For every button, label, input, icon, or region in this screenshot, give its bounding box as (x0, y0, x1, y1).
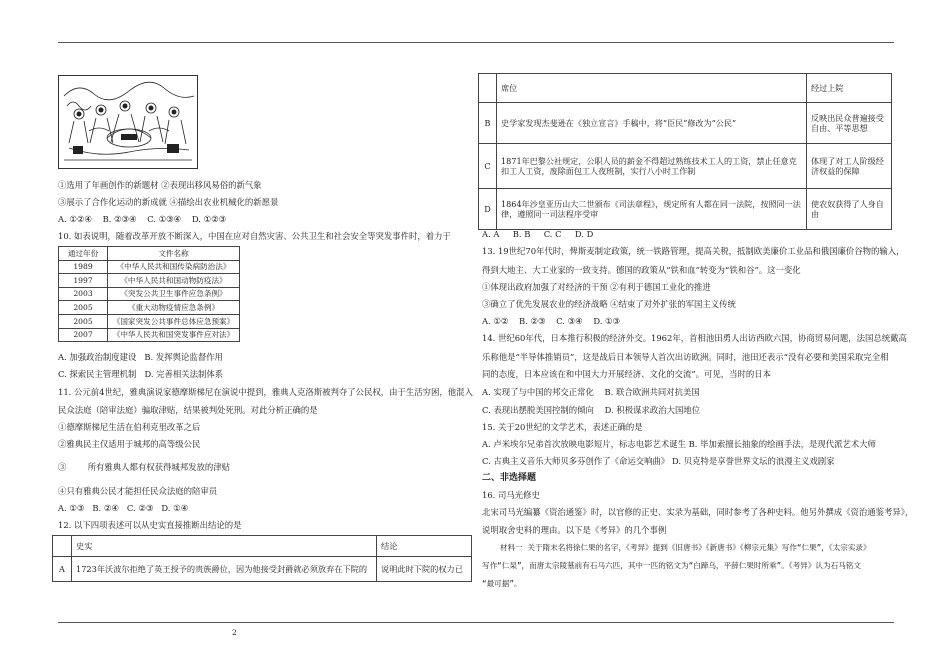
table-cell: B (479, 103, 497, 144)
q9-answer-a[interactable]: A. ①②④ (58, 214, 92, 224)
q11-answer-d[interactable]: D. ①④ (161, 503, 189, 513)
q12-stem: 12. 以下四项表述可以从史实直接推断出结论的是 (58, 520, 242, 530)
q10-stem: 10. 如表说明，随着改革开放不断深入，中国在应对自然灾害、公共卫生和社会安全等突发事件时，着力于 (58, 231, 451, 241)
table-cell: A (53, 557, 72, 582)
section-heading: 二、非选择题 (482, 473, 537, 483)
table-header-cell: 通过年份 (59, 247, 108, 261)
table-header-cell: 席位 (497, 74, 807, 103)
table-row (479, 103, 892, 144)
q11-line2: 民众法庭（陪审法庭）骗取津贴，结果被判处死刑。对此分析正确的是 (58, 405, 318, 415)
material-line2: 写作“仁杲”，而唐太宗陵墓前有石马六匹，其中一匹的铭文为“白蹄乌，平薛仁果时所乘”。《考异》认为石马铭文 (482, 561, 861, 570)
q14-answer-c[interactable]: C. 表现出摆脱美国控制的倾向 (482, 405, 594, 415)
q15-option-line2: C. 古典主义音乐大师贝多芬创作了《命运交响曲》 D. 贝克特是享誉世界文坛的浪漫主义戏剧家 (482, 456, 835, 466)
table-row (59, 328, 240, 342)
top-rule (58, 42, 894, 43)
table-header-cell (53, 536, 72, 557)
table-cell: 使农奴获得了人身自由 (807, 189, 892, 230)
table-header-row (479, 74, 892, 103)
q10-answer-c[interactable]: C. 探索民主管理机制 (58, 369, 137, 379)
table-cell: 1989 (59, 260, 108, 274)
q9-answer-b[interactable]: B. ②③④ (102, 214, 137, 224)
q11-option1: ①德摩斯梯尼生活在伯利克里改革之后 (58, 422, 201, 432)
material-line1: 材料一 关于隋末名将徐仁果的名字，《考异》提到《旧唐书》《新唐书》《柳宗元集》写作“仁果”，《太宗实录》 (500, 543, 871, 552)
q10-answers-row1 (58, 352, 223, 363)
q13-line2: 得到大地主、大工业家的一致支持。德国的政策从“铁和血”转变为“铁和谷”。这一变化 (482, 265, 801, 275)
q9-options-line2: ③展示了合作化运动的新成就 ④描绘出农业机械化的新愿景 (58, 197, 279, 207)
q11-option3-number: ③ (58, 462, 67, 472)
page-number: 2 (232, 628, 237, 637)
table-cell: 2005 (59, 301, 108, 315)
table-cell: 《中华人民共和国突发事件应对法》 (108, 328, 240, 342)
table-header-row (53, 536, 472, 557)
q9-options-line1: ①选用了年画创作的新题材 ②表现出移风易俗的新气象 (58, 180, 262, 190)
q11-option4: ④只有雅典公民才能担任民众法庭的陪审员 (58, 486, 218, 496)
q13-line1: 13. 19世纪70年代时，俾斯麦制定政策，统一铁路管理，提高关税，抵制欧美廉价工业品和俄国廉价谷物的输入， (482, 246, 905, 256)
q14-answer-b[interactable]: B. 联合欧洲共同对抗美国 (604, 387, 700, 397)
table-cell: 《国家突发公共事件总体应急预案》 (108, 314, 240, 328)
table-cell: 1864年沙皇亚历山大二世颁布《司法章程》，规定所有人都在同一法院，按照同一法律，遵照同一司法程序受审 (497, 189, 807, 230)
woodcut-illustration (58, 75, 198, 169)
bottom-rule (58, 622, 894, 623)
q14-line3: 同的态度，日本应该在和中国大力开展经济、文化的交流”。可见，当时的日本 (482, 369, 772, 379)
table-cell: 2007 (59, 328, 108, 342)
q12-answer-a[interactable]: A. A (482, 229, 500, 239)
q13-answer-d[interactable]: D. ①③ (593, 316, 621, 326)
table-row (59, 274, 240, 288)
table-header-cell: 史实 (72, 536, 377, 557)
q13-answers (482, 316, 620, 327)
q11-answer-a[interactable]: A. ①③ (58, 503, 85, 513)
table-cell: 史学家发现杰斐逊在《独立宣言》手稿中，将“臣民”修改为“公民” (497, 103, 807, 144)
table-row (59, 260, 240, 274)
table-cell: 2003 (59, 287, 108, 301)
q13-answer-b[interactable]: B. ②③ (519, 316, 546, 326)
q10-table (58, 246, 240, 342)
q13-option2: ③确立了优先发展农业的经济战略 ④结束了对外扩张的军国主义传统 (482, 299, 736, 309)
q12-answer-d[interactable]: D. D (574, 229, 594, 239)
table-header-cell: 经过上院 (807, 74, 892, 103)
q16-line1: 北宋司马光编纂《资治通鉴》时，以官修的正史、实录为基础，同时参考了各种史料。他另外撰成《资治通鉴考异》， (482, 507, 914, 517)
table-cell: 说明此时下院的权力已 (377, 557, 472, 582)
q11-option3-text: 所有雅典人都有权获得城邦发放的津贴 (87, 462, 231, 472)
material-line3: “最可据”。 (482, 579, 522, 588)
table-cell: 《中华人民共和国传染病防治法》 (108, 260, 240, 274)
q14-answer-d[interactable]: D. 积极谋求政治大国地位 (604, 405, 701, 415)
q16-title: 16. 司马光修史 (482, 490, 540, 500)
table-cell: 1871年巴黎公社规定，公职人员的薪金不得超过熟练技术工人的工资，禁止任意克扣工人工资，废除面包工人夜班制，实行八小时工作制 (497, 144, 807, 189)
table-cell: 1997 (59, 274, 108, 288)
q12-answer-c[interactable]: C. C (543, 229, 562, 239)
q9-answers (58, 214, 226, 225)
q9-answer-c[interactable]: C. ①③④ (147, 214, 182, 224)
table-cell: 《重大动物疫情应急条例》 (108, 301, 240, 315)
table-cell: 《中华人民共和国动物防疫法》 (108, 274, 240, 288)
table-row (479, 144, 892, 189)
table-row (479, 189, 892, 230)
q13-answer-c[interactable]: C. ③④ (556, 316, 583, 326)
table-cell: 1723年沃波尔拒绝了英王授予的贵族爵位，因为他接受封爵就必须放弃在下院的 (72, 557, 377, 582)
q11-option3 (58, 462, 230, 473)
q12-table-part2 (478, 73, 892, 230)
q11-line1: 11. 公元前4世纪，雅典演说家德摩斯梯尼在演说中提到，雅典人克洛斯被判夺了公民权，由于生活穷困，他混入 (58, 387, 473, 397)
table-header-cell (479, 74, 497, 103)
table-row (53, 557, 472, 582)
q10-answers-row2 (58, 369, 223, 380)
table-cell: 2005 (59, 314, 108, 328)
table-header-cell: 文件名称 (108, 247, 240, 261)
q11-answer-b[interactable]: B. ②④ (92, 503, 119, 513)
q10-answer-d[interactable]: D. 完善相关法制体系 (144, 369, 224, 379)
q14-answer-a[interactable]: A. 实现了与中国的邦交正常化 (482, 387, 594, 397)
q10-answer-b[interactable]: B. 发挥舆论监督作用 (144, 352, 223, 362)
table-row (59, 301, 240, 315)
q15-option-line1: A. 卢米埃尔兄弟首次放映电影短片，标志电影艺术诞生 B. 毕加索擅长抽象的绘画手法，是现代派艺术大师 (482, 439, 877, 449)
table-cell: 《突发公共卫生事件应急条例》 (108, 287, 240, 301)
table-header-cell: 结论 (377, 536, 472, 557)
table-row (59, 287, 240, 301)
q11-option2: ②雅典民主仅适用于城邦的高等级公民 (58, 439, 201, 449)
q12-answers (482, 229, 593, 240)
table-cell: C (479, 144, 497, 189)
table-header-row (59, 247, 240, 261)
q14-answers-row2 (482, 405, 700, 416)
q12-answer-b[interactable]: B. B (512, 229, 531, 239)
q16-line2: 说明取舍史料的理由。以下是《考异》的几个事例 (482, 525, 667, 535)
q14-line1: 14. 世纪60年代，日本推行积极的经济外交。1962年，首相池田勇人出访西欧六国，协商贸易问题，法国总统戴高 (482, 333, 907, 343)
q11-answers (58, 503, 188, 514)
table-cell: 反映出民众普遍接受自由、平等思想 (807, 103, 892, 144)
table-cell: 体现了对工人阶级经济权益的保障 (807, 144, 892, 189)
q11-answer-c[interactable]: C. ②③ (126, 503, 154, 513)
woodcut-drawing (59, 76, 197, 168)
q9-answer-d[interactable]: D. ①②③ (191, 214, 227, 224)
q13-option1: ①体现出政府加强了对经济的干预 ②有利于德国工业化的推进 (482, 282, 711, 292)
q12-table-part1 (52, 535, 472, 582)
table-row (59, 314, 240, 328)
q15-stem: 15. 关于20世纪的文学艺术，表述正确的是 (482, 422, 643, 432)
q14-line2: 乐称他是“半导体推销员”，这是战后日本领导人首次出访欧洲。同时，池田还表示“没有必要和美国采取完全相 (482, 352, 889, 362)
q10-answer-a[interactable]: A. 加强政治制度建设 (58, 352, 137, 362)
table-cell: D (479, 189, 497, 230)
q14-answers-row1 (482, 387, 700, 398)
q13-answer-a[interactable]: A. ①② (482, 316, 509, 326)
